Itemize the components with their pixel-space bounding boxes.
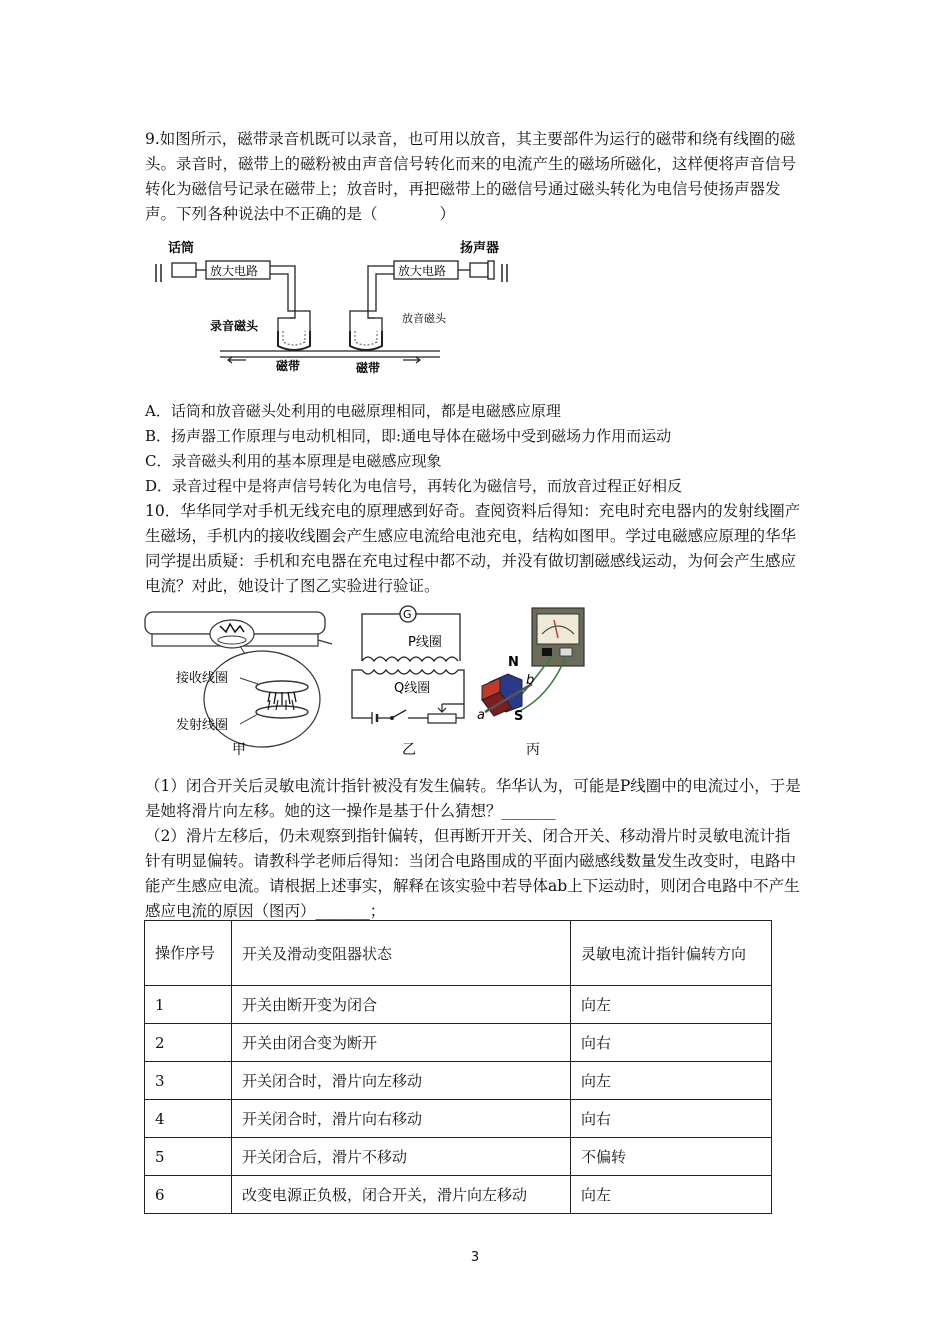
table-row xyxy=(145,1100,772,1138)
figure-yi-label: 乙 xyxy=(402,742,416,758)
a-end-label: a xyxy=(477,708,485,723)
amp-right-label: 放大电路 xyxy=(398,264,447,278)
q10-sub2: （2）滑片左移后，仍未观察到指针偏转，但再断开开关、闭合开关、移动滑片时灵敏电流计指针有明显偏转。请教科学老师后得知：当闭合电路围成的平面内磁感线数量发生改变时，电路中能产生感应电流。请根据上述事实，解释在该实验中若导体ab上下运动时，则闭合电路中不产生感应电流的原因（图丙）_______； xyxy=(145,827,800,920)
table-cell: 2 xyxy=(145,1024,232,1062)
table-cell: 开关闭合时，滑片向右移动 xyxy=(232,1100,571,1138)
table-cell: 不偏转 xyxy=(571,1138,772,1176)
mic-label: 话筒 xyxy=(168,241,195,256)
q9-option-a: A．话筒和放音磁头处利用的电磁原理相同，都是电磁感应原理 xyxy=(145,402,561,420)
n-pole-label: N xyxy=(508,655,519,670)
table-row xyxy=(145,1176,772,1214)
receive-coil-label: 接收线圈 xyxy=(176,671,229,686)
table-cell: 4 xyxy=(145,1100,232,1138)
table-cell: 3 xyxy=(145,1062,232,1100)
galvanometer-label: G xyxy=(403,608,412,621)
table-cell: 向右 xyxy=(571,1024,772,1062)
table-header-row xyxy=(145,921,772,986)
table-cell: 向右 xyxy=(571,1100,772,1138)
q9-stem: 9.如图所示，磁带录音机既可以录音，也可用以放音，其主要部件为运行的磁带和绕有线圈的磁头。录音时，磁带上的磁粉被由声音信号转化而来的电流产生的磁场所磁化，这样便将声音信号转化为磁信号记录在磁带上；放音时，再把磁带上的磁信号通过磁头转化为电信号使扬声器发声。下列各种说法中不正确的是（ ） xyxy=(145,130,797,223)
table-cell: 开关闭合时，滑片向左移动 xyxy=(232,1062,571,1100)
table-cell: 开关闭合后，滑片不移动 xyxy=(232,1138,571,1176)
q10-stem: 10．华华同学对手机无线充电的原理感到好奇。查阅资料后得知：充电时充电器内的发射线圈产生磁场，手机内的接收线圈会产生感应电流给电池充电，结构如图甲。学过电磁感应原理的华华同学提出质疑：手机和充电器在充电过程中都不动，并没有做切割磁感线运动，为何会产生感应电流？对此，她设计了图乙实验进行验证。 xyxy=(145,502,801,595)
table-cell: 向左 xyxy=(571,1062,772,1100)
table-cell: 开关由闭合变为断开 xyxy=(232,1024,571,1062)
q9-option-c: C．录音磁头利用的基本原理是电磁感应现象 xyxy=(145,452,442,470)
speaker-label: 扬声器 xyxy=(460,241,500,256)
table-row xyxy=(145,1024,772,1062)
tape-recorder-figure xyxy=(150,236,520,382)
header-cell-seq: 操作序号 xyxy=(145,921,232,986)
table-row xyxy=(145,1062,772,1100)
table-cell: 6 xyxy=(145,1176,232,1214)
header-cell-direction: 灵敏电流计指针偏转方向 xyxy=(571,921,772,986)
header-cell-state: 开关及滑动变阻器状态 xyxy=(232,921,571,986)
figure-bing-label: 丙 xyxy=(526,742,540,758)
table-row xyxy=(145,986,772,1024)
play-head-label: 放音磁头 xyxy=(402,312,446,325)
figure-jia-label: 甲 xyxy=(232,742,246,758)
operations-table xyxy=(144,920,772,1214)
q-coil-label: Q线圈 xyxy=(394,681,431,696)
table-cell: 改变电源正负极，闭合开关，滑片向左移动 xyxy=(232,1176,571,1214)
record-head-label: 录音磁头 xyxy=(210,319,259,333)
tape-left-label: 磁带 xyxy=(276,359,301,373)
table-cell: 5 xyxy=(145,1138,232,1176)
table-row xyxy=(145,1138,772,1176)
table-cell: 向左 xyxy=(571,1176,772,1214)
transmit-coil-label: 发射线圈 xyxy=(176,718,229,733)
q9-option-d: D．录音过程中是将声信号转化为电信号，再转化为磁信号，而放音过程正好相反 xyxy=(145,477,683,495)
s-pole-label: S xyxy=(514,709,524,724)
wireless-charging-figure xyxy=(140,604,620,763)
amp-left-label: 放大电路 xyxy=(210,264,259,278)
q9-option-b: B．扬声器工作原理与电动机相同，即:通电导体在磁场中受到磁场力作用而运动 xyxy=(145,427,672,445)
q10-sub1: （1）闭合开关后灵敏电流计指针被没有发生偏转。华华认为，可能是P线圈中的电流过小，于是是她将滑片向左移。她的这一操作是基于什么猜想？_______ xyxy=(145,777,801,820)
b-end-label: b xyxy=(526,673,535,688)
p-coil-label: P线圈 xyxy=(408,635,442,650)
table-cell: 1 xyxy=(145,986,232,1024)
page-number: 3 xyxy=(470,1250,480,1265)
tape-right-label: 磁带 xyxy=(356,361,381,375)
table-cell: 开关由断开变为闭合 xyxy=(232,986,571,1024)
table-cell: 向左 xyxy=(571,986,772,1024)
